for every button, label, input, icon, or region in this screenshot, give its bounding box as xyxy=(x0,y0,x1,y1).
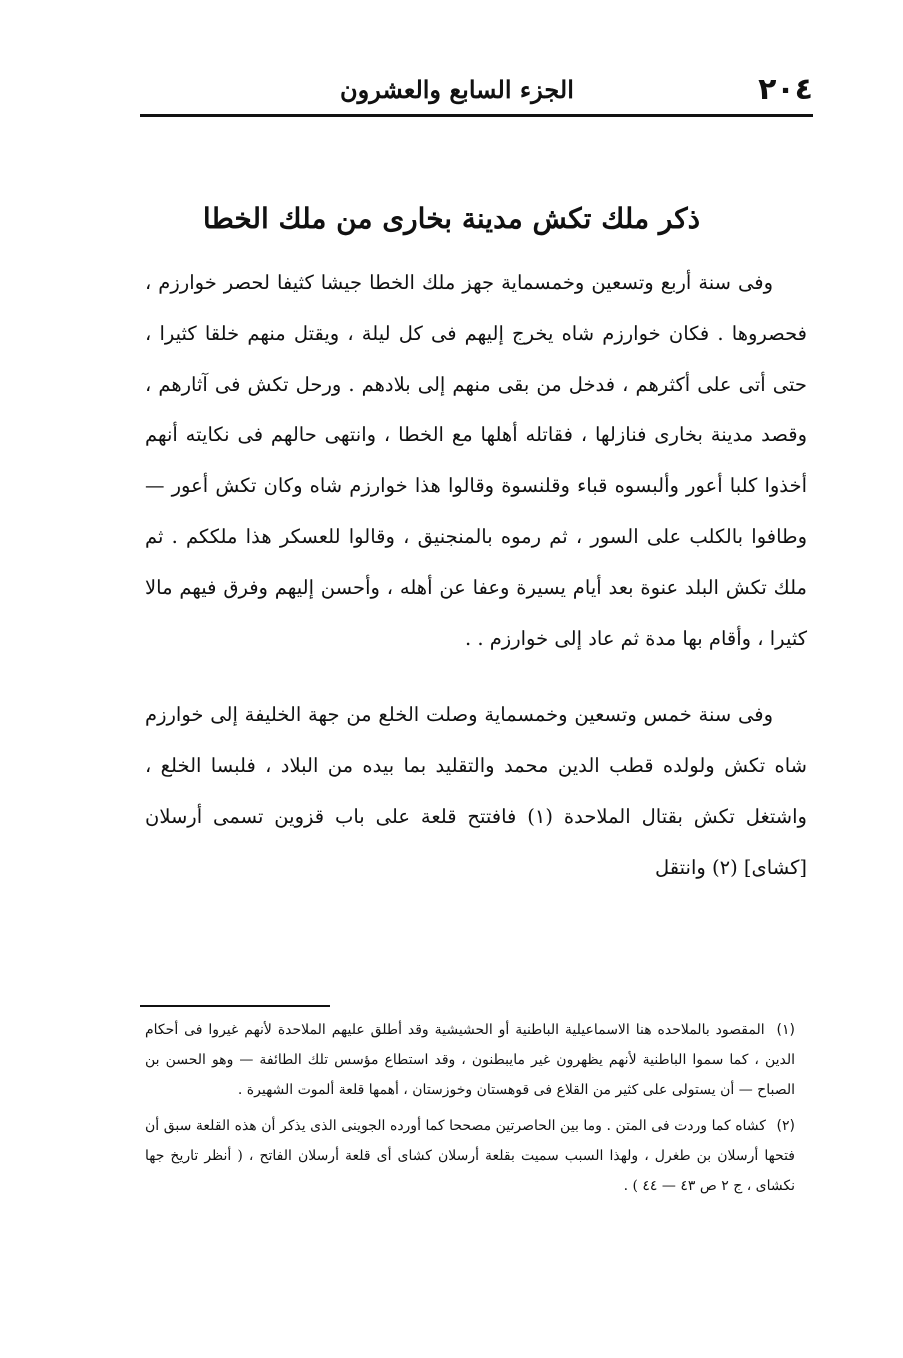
footnote-text: كشاه كما وردت فى المتن . وما بين الحاصرتين مصححا كما أورده الجوينى الذى يذكر أن هذه القلعة سبق أن فتحها أرسلان بن طغرل ، ولهذا السبب سميت بقلعة أرسلان كشاى أى قلعة أرسلان الفاتح ، ( أنظر تاريخ جها نكشاى ، ج ٢ ص ٤٣ — ٤٤ ) . xyxy=(145,1118,795,1194)
footnote-marker: (٢) xyxy=(776,1118,795,1134)
running-title: الجزء السابع والعشرون xyxy=(340,74,574,104)
footnote xyxy=(145,1015,795,1105)
page-header xyxy=(140,68,813,117)
footnote-separator xyxy=(140,1005,330,1007)
chapter-title: ذكر ملك تكش مدينة بخارى من ملك الخطا xyxy=(202,201,701,235)
page-number: ٢٠٤ xyxy=(758,71,813,107)
footnote xyxy=(145,1111,795,1201)
footnote-marker: (١) xyxy=(776,1022,796,1038)
main-text xyxy=(145,258,807,894)
paragraph: وفى سنة خمس وتسعين وخمسماية وصلت الخلع من جهة الخليفة إلى خوارزم شاه تكش ولولده قطب الدين محمد والتقليد بما بيده من البلاد ، فلبسا الخلع ، واشتغل تكش بقتال الملاحدة (١) فافتتح قلعة على باب قزوين تسمى أرسلان [كشاى] (٢) وانتقل xyxy=(145,703,807,879)
footnotes xyxy=(145,1015,795,1201)
footnote-text: المقصود بالملاحده هنا الاسماعيلية الباطنية أو الحشيشية وقد أطلق عليهم الملاحدة لأنهم غيروا فى أحكام الدين ، كما سموا الباطنية لأنهم يظهرون غير مايبطنون ، وقد استطاع مؤسس تلك الطائفة — وهو الحسن بن الصباح — أن يستولى على كثير من القلاع فى قوهستان وخوزستان ، أهمها قلعة ألموت الشهيرة . xyxy=(145,1022,795,1098)
paragraph: وفى سنة أربع وتسعين وخمسماية جهز ملك الخطا جيشا كثيفا لحصر خوارزم ، فحصروها . فكان خوارزم شاه يخرج إليهم فى كل ليلة ، ويقتل منهم خلقا كثيرا ، حتى أتى على أكثرهم ، فدخل من بقى منهم إلى بلادهم . ورحل تكش فى آثارهم ، وقصد مدينة بخارى فنازلها ، فقاتله أهلها مع الخطا ، وانتهى حالهم فى نكايته أنهم أخذوا كلبا أعور وألبسوه قباء وقلنسوة وقالوا هذا خوارزم شاه وكان تكش أعور — وطافوا بالكلب على السور ، ثم رموه بالمنجنيق ، وقالوا للعسكر هذا ملككم . ثم ملك تكش البلد عنوة بعد أيام يسيرة وعفا عن أهله ، وأحسن إليهم وفرق فيهم مالا كثيرا ، وأقام بها مدة ثم عاد إلى خوارزم . . xyxy=(145,271,807,650)
